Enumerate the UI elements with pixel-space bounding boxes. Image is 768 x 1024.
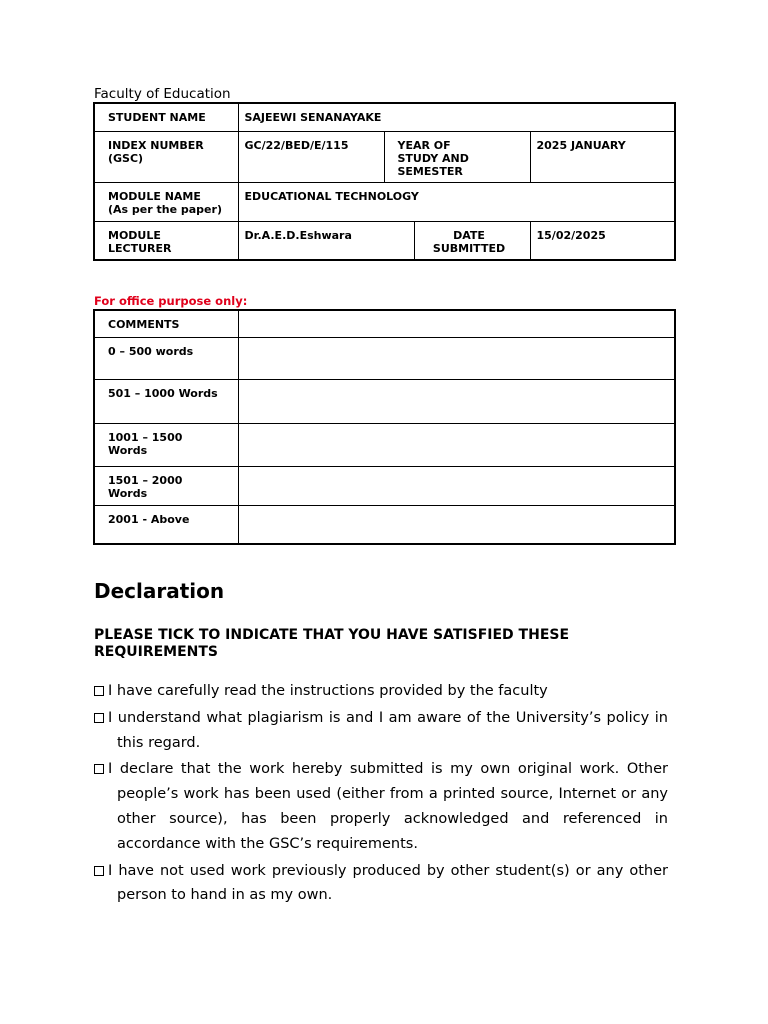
module-name-label: MODULE NAME (As per the paper): [94, 182, 238, 221]
comments-cell[interactable]: [238, 310, 675, 337]
index-number-label: INDEX NUMBER (GSC): [94, 131, 238, 182]
office-comments-table: [93, 309, 676, 545]
declaration-title: Declaration: [94, 579, 225, 603]
word-range-label: 501 – 1000 Words: [94, 379, 238, 423]
checkbox-icon[interactable]: [94, 686, 104, 696]
requirement-item: [94, 706, 668, 756]
module-name-value: EDUCATIONAL TECHNOLOGY: [238, 182, 675, 221]
requirements-list: [94, 679, 668, 910]
word-range-label: 1001 – 1500 Words: [94, 423, 238, 466]
requirement-item: [94, 859, 668, 909]
date-submitted-value: 15/02/2025: [530, 221, 675, 260]
checkbox-icon[interactable]: [94, 866, 104, 876]
requirement-item: [94, 679, 668, 704]
requirement-text: I have carefully read the instructions provided by the faculty: [108, 683, 548, 699]
requirement-item: [94, 757, 668, 856]
year-semester-value: 2025 JANUARY: [530, 131, 675, 182]
year-semester-label: YEAR OF STUDY AND SEMESTER: [384, 131, 530, 182]
word-range-cell[interactable]: [238, 379, 675, 423]
date-submitted-label: DATE SUBMITTED: [414, 221, 530, 260]
word-range-cell[interactable]: [238, 505, 675, 544]
faculty-title: Faculty of Education: [94, 86, 231, 102]
checkbox-icon[interactable]: [94, 713, 104, 723]
comments-label: COMMENTS: [94, 310, 238, 337]
word-range-label: 0 – 500 words: [94, 337, 238, 379]
word-range-cell[interactable]: [238, 423, 675, 466]
checkbox-icon[interactable]: [94, 764, 104, 774]
word-range-label: 1501 – 2000 Words: [94, 466, 238, 505]
office-purpose-label: For office purpose only:: [94, 294, 248, 308]
requirement-text: I understand what plagiarism is and I am aware of the University’s policy in this regard.: [108, 709, 668, 751]
word-range-cell[interactable]: [238, 466, 675, 505]
requirement-text: I declare that the work hereby submitted is my own original work. Other people’s work has been used (either from a printed source, Internet or any other source), has been properly acknowledged and referenced in accordance with the GSC’s requirements.: [108, 761, 668, 852]
student-info-table: [93, 102, 676, 261]
requirement-text: I have not used work previously produced by other student(s) or any other person to hand in as my own.: [108, 862, 668, 904]
student-name-label: STUDENT NAME: [94, 103, 238, 131]
student-name-value: SAJEEWI SENANAYAKE: [238, 103, 675, 131]
index-number-value: GC/22/BED/E/115: [238, 131, 384, 182]
module-lecturer-value: Dr.A.E.D.Eshwara: [238, 221, 414, 260]
word-range-label: 2001 - Above: [94, 505, 238, 544]
module-lecturer-label: MODULE LECTURER: [94, 221, 238, 260]
declaration-subtitle: PLEASE TICK TO INDICATE THAT YOU HAVE SATISFIED THESE REQUIREMENTS: [94, 627, 570, 660]
word-range-cell[interactable]: [238, 337, 675, 379]
